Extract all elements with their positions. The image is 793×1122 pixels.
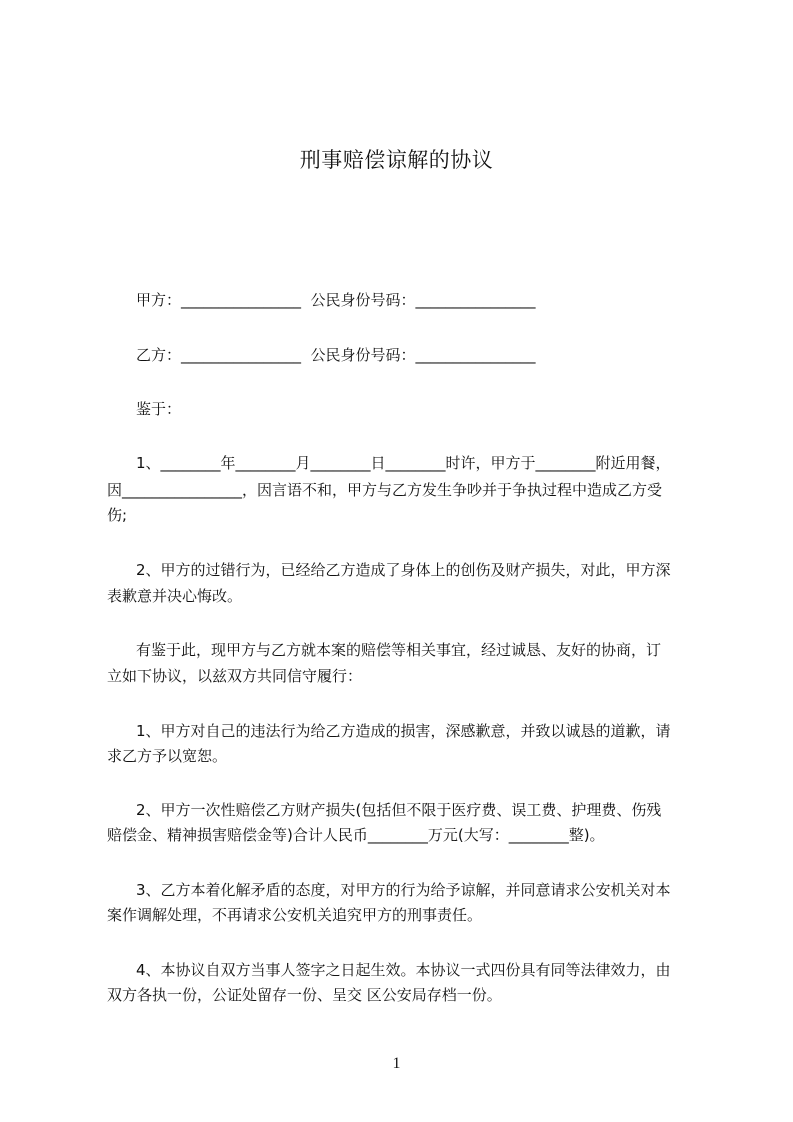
whereas-heading: 鉴于： [136,400,182,418]
document-title: 刑事赔偿谅解的协议 [299,148,494,172]
page-number: 1 [392,1055,401,1072]
fact-2-line-2: 表歉意并决心悔改。 [107,587,243,605]
fact-1-line-1: 1、________年________月________日________时许，甲方于________附近用餐， [136,454,671,472]
clause-2-line-2: 赔偿金、精神损害赔偿金等)合计人民币________万元(大写：________整)。 [107,826,605,844]
fact-2-line-1: 2、甲方的过错行为，已经给乙方造成了身体上的创伤及财产损失，对此，甲方深 [136,561,671,579]
fact-1-line-2: 因________________，因言语不和，甲方与乙方发生争吵并于争执过程中造成乙方受 [107,481,663,499]
fact-1-line-3: 伤; [107,506,128,524]
clause-4-line-2: 双方各执一份，公证处留存一份、呈交 区公安局存档一份。 [107,986,502,1004]
party-a-line: 甲方：________________ 公民身份号码：________________ [136,291,536,309]
clause-3-line-2: 案作调解处理，不再请求公安机关追究甲方的刑事责任。 [107,906,483,924]
clause-4-line-1: 4、本协议自双方当事人签字之日起生效。本协议一式四份具有同等法律效力，由 [136,961,671,979]
preamble-line-2: 立如下协议，以兹双方共同信守履行： [107,667,363,685]
clause-1-line-2: 求乙方予以宽恕。 [107,747,228,765]
clause-3-line-1: 3、乙方本着化解矛盾的态度，对甲方的行为给予谅解，并同意请求公安机关对本 [136,881,671,899]
party-b-line: 乙方：________________ 公民身份号码：________________ [136,346,536,364]
preamble-line-1: 有鉴于此，现甲方与乙方就本案的赔偿等相关事宜，经过诚恳、友好的协商，订 [136,641,662,659]
clause-1-line-1: 1、甲方对自己的违法行为给乙方造成的损害，深感歉意，并致以诚恳的道歉，请 [136,722,671,740]
clause-2-line-1: 2、甲方一次性赔偿乙方财产损失(包括但不限于医疗费、误工费、护理费、伤残 [136,801,662,819]
